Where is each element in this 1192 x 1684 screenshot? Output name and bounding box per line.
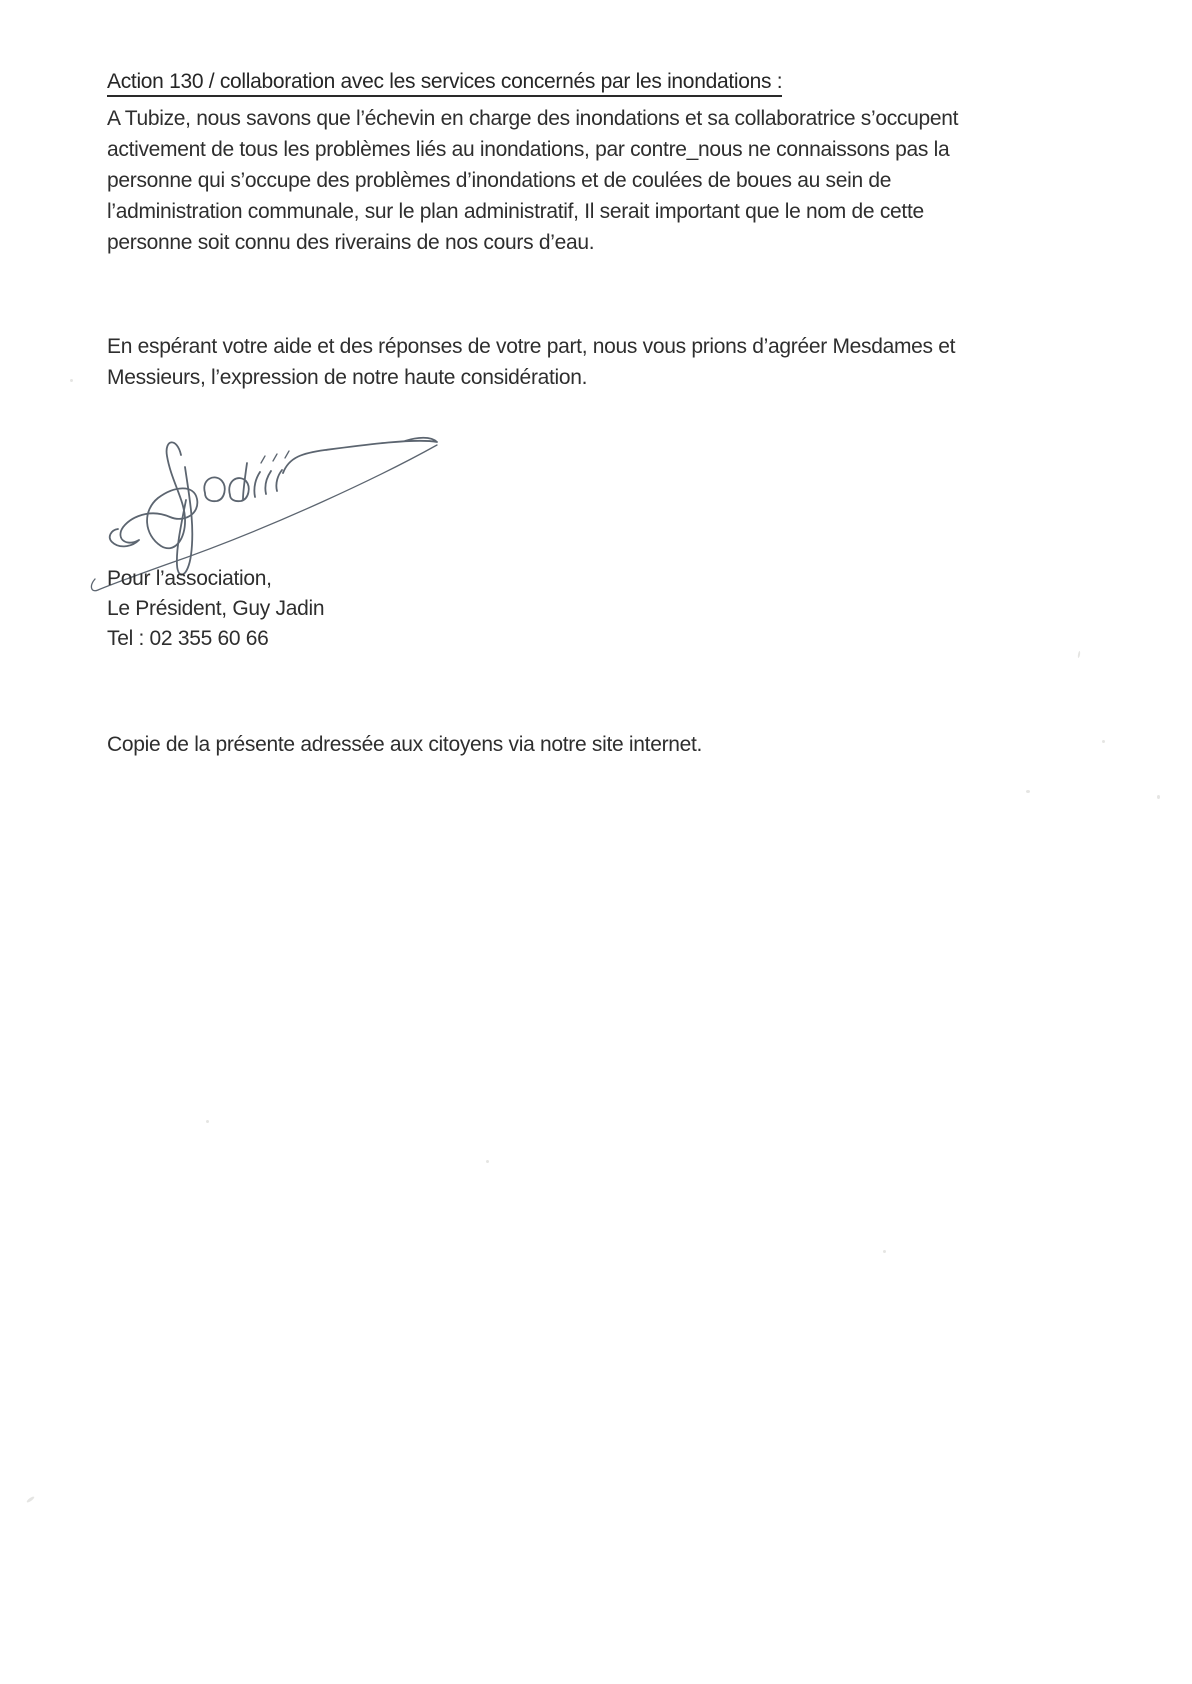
scan-speck [1157,795,1160,799]
scan-speck [1026,790,1030,793]
signoff-phone-line: Tel : 02 355 60 66 [107,627,269,650]
body-paragraph-inondations [107,103,958,258]
paragraph-line: A Tubize, nous savons que l’échevin en charge des inondations et sa collaboratrice s’occupent [107,107,959,130]
paragraph-line: l’administration communale, sur le plan administratif, Il serait important que le nom de cette [107,200,924,223]
signature-stroke-minims [254,470,282,497]
section-heading [107,70,782,94]
signature-stroke-dots [261,451,289,463]
signoff-association-line: Pour l’association, [107,567,272,590]
signature-stroke-flourish [283,438,437,473]
paragraph-line: personne soit connu des riverains de nos cours d’eau. [107,231,595,254]
scan-speck [206,1120,209,1123]
closing-paragraph [107,331,955,393]
scan-speck [26,1496,35,1504]
scan-speck [1102,740,1105,743]
paragraph-line: Messieurs, l’expression de notre haute considération. [107,366,588,389]
paragraph-line: personne qui s’occupe des problèmes d’inondations et de coulées de boues au sein de [107,169,892,192]
signature-stroke-letter-d [229,478,248,501]
copy-notice-line: Copie de la présente adressée aux citoyens via notre site internet. [107,733,703,756]
paragraph-line: En espérant votre aide et des réponses de votre part, nous vous prions d’agréer Mesdames et [107,335,956,358]
scan-speck [70,379,73,382]
signature-stroke-descender [177,467,192,575]
paragraph-line: activement de tous les problèmes liés au inondations, par contre_nous ne connaissons pas la [107,138,950,161]
signature-block [107,564,324,654]
scan-speck [1077,651,1080,658]
scan-speck [883,1250,886,1253]
signature-stroke-letter-d-ascender [243,463,247,499]
signature-stroke-letter-a [204,477,224,501]
scan-speck [486,1160,489,1163]
section-heading-text: Action 130 / collaboration avec les services concernés par les inondations : [107,70,782,97]
signature-stroke-initials [110,442,198,548]
signoff-president-line: Le Président, Guy Jadin [107,597,325,620]
